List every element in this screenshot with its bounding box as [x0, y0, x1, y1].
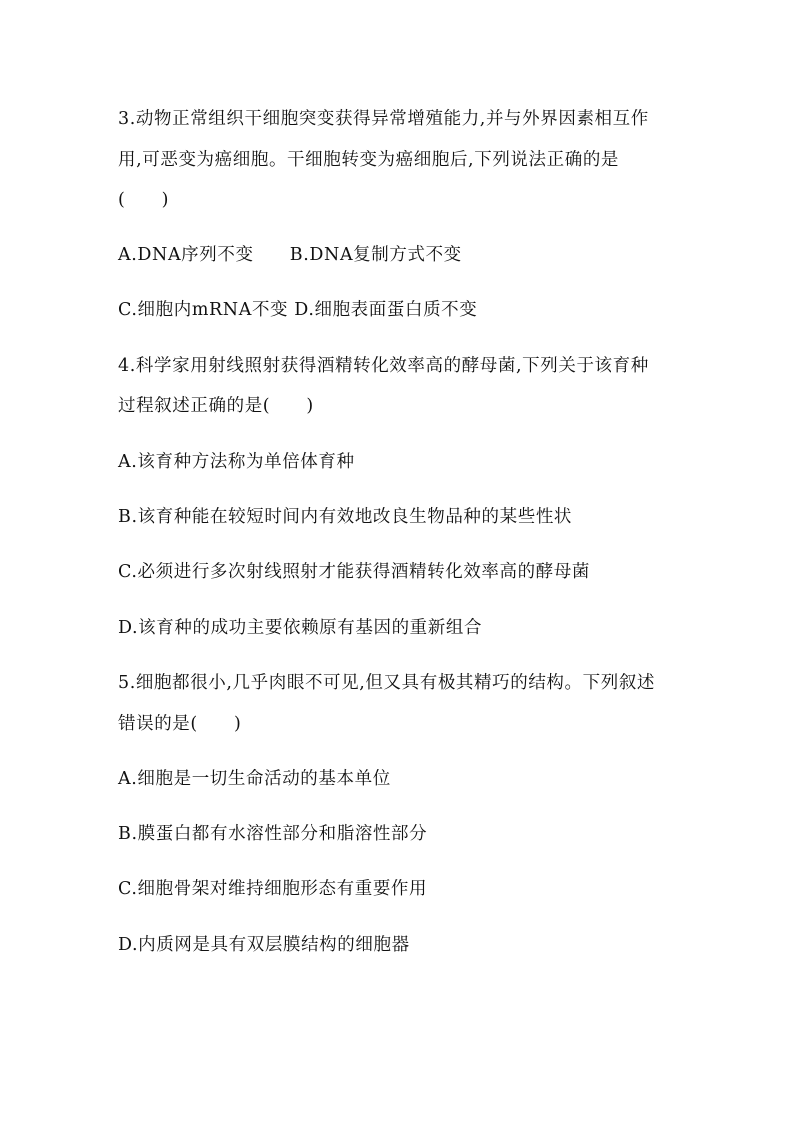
question-4-option-c: C.必须进行多次射线照射才能获得酒精转化效率高的酵母菌	[118, 562, 591, 582]
question-5-stem-line-1: 5.细胞都很小,几乎肉眼不可见,但又具有极其精巧的结构。下列叙述	[118, 673, 656, 693]
question-3-options-cd: C.细胞内mRNA不变 D.细胞表面蛋白质不变	[118, 300, 478, 320]
question-4-option-b: B.该育种能在较短时间内有效地改良生物品种的某些性状	[118, 507, 573, 527]
question-3-answer-blank: ( )	[118, 190, 170, 210]
question-3-stem-line-1: 3.动物正常组织干细胞突变获得异常增殖能力,并与外界因素相互作	[118, 109, 649, 129]
question-4-option-a: A.该育种方法称为单倍体育种	[118, 452, 355, 472]
question-3-options-ab: A.DNA序列不变 B.DNA复制方式不变	[118, 245, 462, 265]
question-4-option-d: D.该育种的成功主要依赖原有基因的重新组合	[118, 618, 483, 638]
question-5-option-d: D.内质网是具有双层膜结构的细胞器	[118, 935, 410, 955]
question-5-option-a: A.细胞是一切生命活动的基本单位	[118, 769, 391, 789]
question-3-stem-line-2: 用,可恶变为癌细胞。干细胞转变为癌细胞后,下列说法正确的是	[118, 150, 620, 170]
question-4-stem-line-1: 4.科学家用射线照射获得酒精转化效率高的酵母菌,下列关于该育种	[118, 356, 649, 376]
question-5-option-b: B.膜蛋白都有水溶性部分和脂溶性部分	[118, 824, 428, 844]
question-5-stem-line-2: 错误的是( )	[118, 714, 242, 734]
question-5-option-c: C.细胞骨架对维持细胞形态有重要作用	[118, 879, 428, 899]
question-4-stem-line-2: 过程叙述正确的是( )	[118, 396, 314, 416]
